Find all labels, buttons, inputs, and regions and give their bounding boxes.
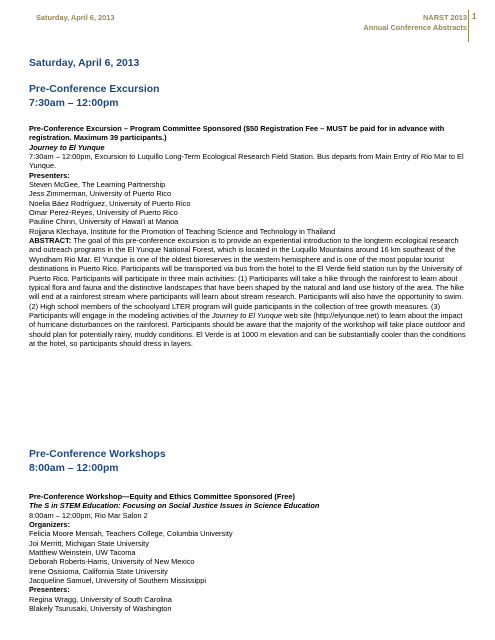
workshop-details: 8:00am – 12:00pm, Rio Mar Salon 2 bbox=[29, 510, 148, 520]
excursion-details: 7:30am – 12:00pm, Excursion to Luquillo Long-Term Ecological Research Field Station. Bus departs from Main Entry of Rio Mar to El Yunque. bbox=[29, 152, 464, 171]
workshops-heading bbox=[29, 448, 166, 476]
excursion-title: Journey to El Yunque bbox=[29, 142, 105, 152]
excursion-section bbox=[29, 124, 469, 348]
header-divider bbox=[468, 10, 469, 42]
workshop-organizer: Jacqueline Samuel, University of Southern Mississippi bbox=[29, 576, 207, 586]
abstract-label: ABSTRACT: bbox=[29, 236, 72, 246]
workshops-section bbox=[29, 492, 469, 613]
excursion-heading-time: 7:30am – 12:00pm bbox=[29, 98, 119, 109]
workshops-heading-time: 8:00am – 12:00pm bbox=[29, 463, 119, 474]
page-date-title: Saturday, April 6, 2013 bbox=[29, 58, 140, 69]
excursion-heading-title: Pre-Conference Excursion bbox=[29, 84, 160, 95]
workshop-organizer: Joi Merritt, Michigan State University bbox=[29, 538, 149, 548]
workshops-heading-title: Pre-Conference Workshops bbox=[29, 449, 166, 460]
workshop-presenter: Blakely Tsurusaki, University of Washington bbox=[29, 604, 172, 614]
excursion-presenter: Rojjana Klechaya, Institute for the Promotion of Teaching Science and Technology in Thailand bbox=[29, 226, 336, 236]
excursion-presenter: Pauline Chinn, University of Hawai'i at Manoa bbox=[29, 217, 179, 227]
abstract-text-part2: web site (http://elyunque.net) to learn about the impact of hurricane disturbances on the rainforest. Participants should be aware that the majority of the workshop will take place outdoor and should plan for potentially rainy, muddy conditions. El Verde is at 1000 m elevation and can be substantially cooler than the conditions at the hotel, so participants should dress in layers. bbox=[29, 310, 466, 348]
page-number: 1 bbox=[472, 12, 477, 21]
excursion-abstract bbox=[29, 236, 469, 348]
workshop-organizer: Matthew Weinstein, UW Tacoma bbox=[29, 548, 136, 558]
abstract-text-part1: The goal of this pre-conference excursion is to provide an experiential introduction to the longterm ecological research and outreach programs in the El Yunque National Forest, which is located in the Luquillo Mountains around 16 km southeast of the Wyndham Rio Mar. El Yunque is one of the oldest bioreserves in the western hemisphere and is one of the most popular tourist destinations in Puerto Rico. Participants will be transported via bus from the hotel to the El Verde field station run by the University of Puerto Rico. Participants will participate in three main activities: (1) Participants will take a hike through the rainforest to learn about typical flora and fauna and the distinctive landscapes that have been shaped by the natural and land use history of the area. The hike will end at a rainforest stream where participants will learn about stream research. Participants will also have the opportunity to swim. (2) High school members of the schoolyard LTER program will guide participants in the collection of tree growth measures. (3) Participants will engage in the modeling activities of the bbox=[29, 236, 464, 320]
workshop-presenters-label: Presenters: bbox=[29, 585, 70, 595]
excursion-heading bbox=[29, 83, 160, 111]
workshop-organizers-label: Organizers: bbox=[29, 520, 71, 530]
workshop-presenter: Regina Wragg, University of South Carolina bbox=[29, 594, 172, 604]
excursion-presenter: Omar Perez-Reyes, University of Puerto Rico bbox=[29, 208, 178, 218]
workshop-organizer: Irene Osisioma, California State University bbox=[29, 566, 168, 576]
workshop-organizer: Deborah Roberts-Harris, University of New Mexico bbox=[29, 557, 195, 567]
header-conference bbox=[363, 13, 467, 33]
header-date: Saturday, April 6, 2013 bbox=[36, 13, 115, 22]
workshop-organizer: Felicia Moore Mensah, Teachers College, Columbia University bbox=[29, 529, 233, 539]
excursion-sponsor-line: Pre-Conference Excursion – Program Committee Sponsored ($50 Registration Fee – MUST be paid for in advance with registration. Maximum 39 participants.) bbox=[29, 124, 445, 143]
header-conference-subtitle: Annual Conference Abstracts bbox=[363, 23, 467, 32]
excursion-presenter: Noelia Báez Rodríguez, University of Puerto Rico bbox=[29, 198, 191, 208]
workshop-title: The S in STEM Education: Focusing on Social Justice Issues in Science Education bbox=[29, 501, 320, 511]
workshop-sponsor-line: Pre-Conference Workshop—Equity and Ethics Committee Sponsored (Free) bbox=[29, 492, 295, 501]
excursion-presenter: Steven McGee, The Learning Partnership bbox=[29, 180, 166, 190]
excursion-presenter: Jess Zimmerman, University of Puerto Rico bbox=[29, 189, 172, 199]
abstract-italic-title: Journey to El Yunque bbox=[211, 310, 283, 320]
header-conference-name: NARST 2013 bbox=[423, 13, 467, 22]
excursion-presenters-label: Presenters: bbox=[29, 170, 70, 180]
